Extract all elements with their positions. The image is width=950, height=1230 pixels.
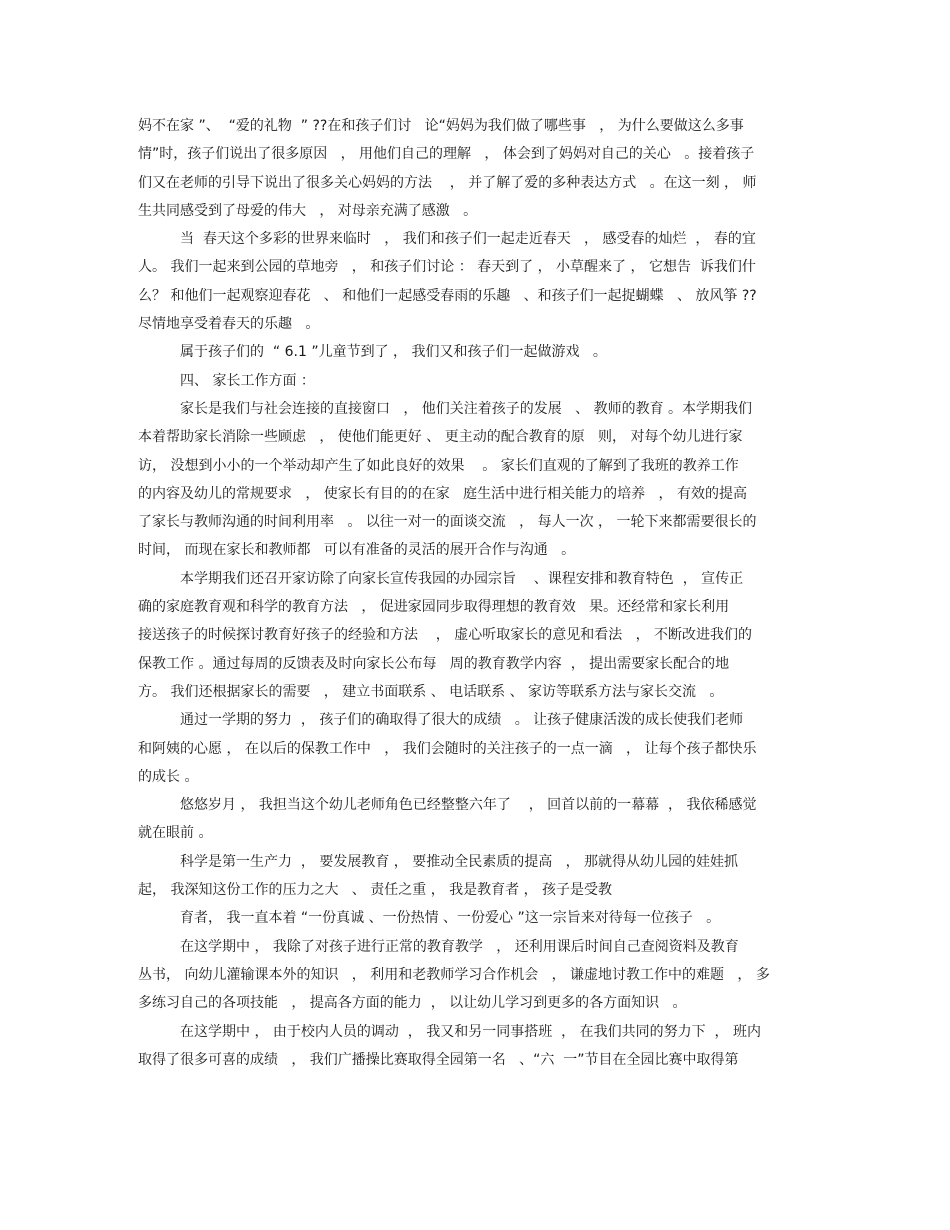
text-line: 生共同感受到了母爱的伟大 ， 对母亲充满了感激 。 bbox=[138, 202, 478, 219]
text-line: 起， 我深知这份工作的压力之大 、 责任之重 ， 我是教育者 ， 孩子是受教 bbox=[138, 882, 613, 899]
text-line: 妈不在家 ”、 “爱的礼物 ” ??在和孩子们讨 论“妈妈为我们做了哪些事 ， 为什么要做这么多事 bbox=[138, 118, 744, 134]
text-line: 通过一学期的努力 ， 孩子们的确取得了很大的成绩 。 让孩子健康活泼的成长使我们老师 bbox=[180, 712, 744, 729]
text-line: 取得了很多可喜的成绩 ， 我们广播操比赛取得全园第一名 、“六 一”节目在全园比赛中取得第 bbox=[138, 1051, 739, 1068]
text-line: 育者， 我一直本着 “一份真诚 、一份热情 、一份爱心 ”这一宗旨来对待每一位孩子 。 bbox=[180, 910, 721, 927]
text-line: 本学期我们还召开家访除了向家长宣传我园的办园宗旨 、课程安排和教育特色 ， 宣传正 bbox=[180, 570, 744, 587]
text-line: 丛书， 向幼儿灌输课本外的知识 ， 利用和老教师学习合作机会 ， 谦虚地讨教工作中的难题 ， 多 bbox=[138, 966, 770, 983]
text-line: 确的家庭教育观和科学的教育方法 ， 促进家园同步取得理想的教育效 果。还经常和家长利用 bbox=[138, 599, 730, 616]
text-line: 当 春天这个多彩的世界来临时 ， 我们和孩子们一起走近春天 ， 感受春的灿烂 ， 春的宜 bbox=[180, 231, 756, 248]
text-line: 情”时，孩子们说出了很多原因 ， 用他们自己的理解 ， 体会到了妈妈对自己的关心 。接着孩子 bbox=[138, 146, 755, 163]
text-line: 方。 我们还根据家长的需要 ， 建立书面联系 、 电话联系 、 家访等联系方法与家长交流 。 bbox=[138, 683, 724, 700]
text-line: 的内容及幼儿的常规要求 ， 使家长有目的的在家 庭生活中进行相关能力的培养 ， 有效的提高 bbox=[138, 485, 747, 502]
text-line: 四、 家长工作方面 ： bbox=[180, 372, 315, 389]
text-line: 保教工作 。通过每周的反馈表及时向家长公布每 周的教育教学内容 ， 提出需要家长配合的地 bbox=[138, 655, 730, 672]
text-line: 访， 没想到小小的一个举动却产生了如此良好的效果 。 家长们直观的了解到了我班的教养工作 bbox=[138, 457, 739, 474]
text-line: 的成长 。 bbox=[138, 768, 199, 785]
text-line: 尽情地享受着春天的乐趣 。 bbox=[138, 316, 320, 333]
text-line: 人。 我们一起来到公园的草地旁 ， 和孩子们讨论 ： 春天到了 ， 小草醒来了 ， 它想告 诉我们什 bbox=[138, 259, 756, 276]
text-line: 们又在老师的引导下说出了很多关心妈妈的方法 ， 并了解了爱的多种表达方式 。在这一刻 ， 师 bbox=[138, 174, 757, 191]
text-line: 本着帮助家长消除一些顾虑 ， 使他们能更好 、 更主动的配合教育的原 则， 对每个幼儿进行家 bbox=[138, 429, 743, 446]
document-body bbox=[138, 112, 818, 1074]
text-line: 在这学期中 ， 我除了对孩子进行正常的教育教学 ， 还利用课后时间自己查阅资料及教育 bbox=[180, 938, 739, 955]
text-line: 时间， 而现在家长和教师都 可以有准备的灵活的展开合作与沟通 。 bbox=[138, 542, 576, 559]
text-line: 和阿姨的心愿 ， 在以后的保教工作中 ， 我们会随时的关注孩子的一点一滴 ， 让每个孩子都快乐 bbox=[138, 740, 757, 757]
text-line: 在这学期中 ， 由于校内人员的调动 ， 我又和另一同事搭班 ， 在我们共同的努力下 ， 班内 bbox=[180, 1023, 761, 1040]
text-line: 悠悠岁月 ， 我担当这个幼儿老师角色已经整整六年了 ， 回首以前的一幕幕 ， 我依稀感觉 bbox=[180, 797, 757, 814]
text-line: 就在眼前 。 bbox=[138, 825, 213, 842]
text-line: 科学是第一生产力 ， 要发展教育 ， 要推动全民素质的提高 ， 那就得从幼儿园的娃娃抓 bbox=[180, 853, 739, 870]
text-line: 么？ 和他们一起观察迎春花 、 和他们一起感受春雨的乐趣 、和孩子们一起捉蝴蝶 、 放风筝 ?? bbox=[138, 287, 757, 304]
text-line: 接送孩子的时候探讨教育好孩子的经验和方法 ， 虚心听取家长的意见和看法 ， 不断改进我们的 bbox=[138, 627, 753, 644]
text-line: 家长是我们与社会连接的直接窗口 ， 他们关注着孩子的发展 、 教师的教育 。本学期我们 bbox=[180, 400, 753, 417]
text-line: 了家长与教师沟通的时间利用率 。 以往一对一的面谈交流 ， 每人一次 ， 一轮下来都需要很长的 bbox=[138, 514, 757, 531]
text-line: 属于孩子们的 “ 6.1 ”儿童节到了 ， 我们又和孩子们一起做游戏 。 bbox=[180, 344, 607, 361]
text-line: 多练习自己的各项技能 ， 提高各方面的能力 ， 以让幼儿学习到更多的各方面知识 。 bbox=[138, 995, 687, 1012]
